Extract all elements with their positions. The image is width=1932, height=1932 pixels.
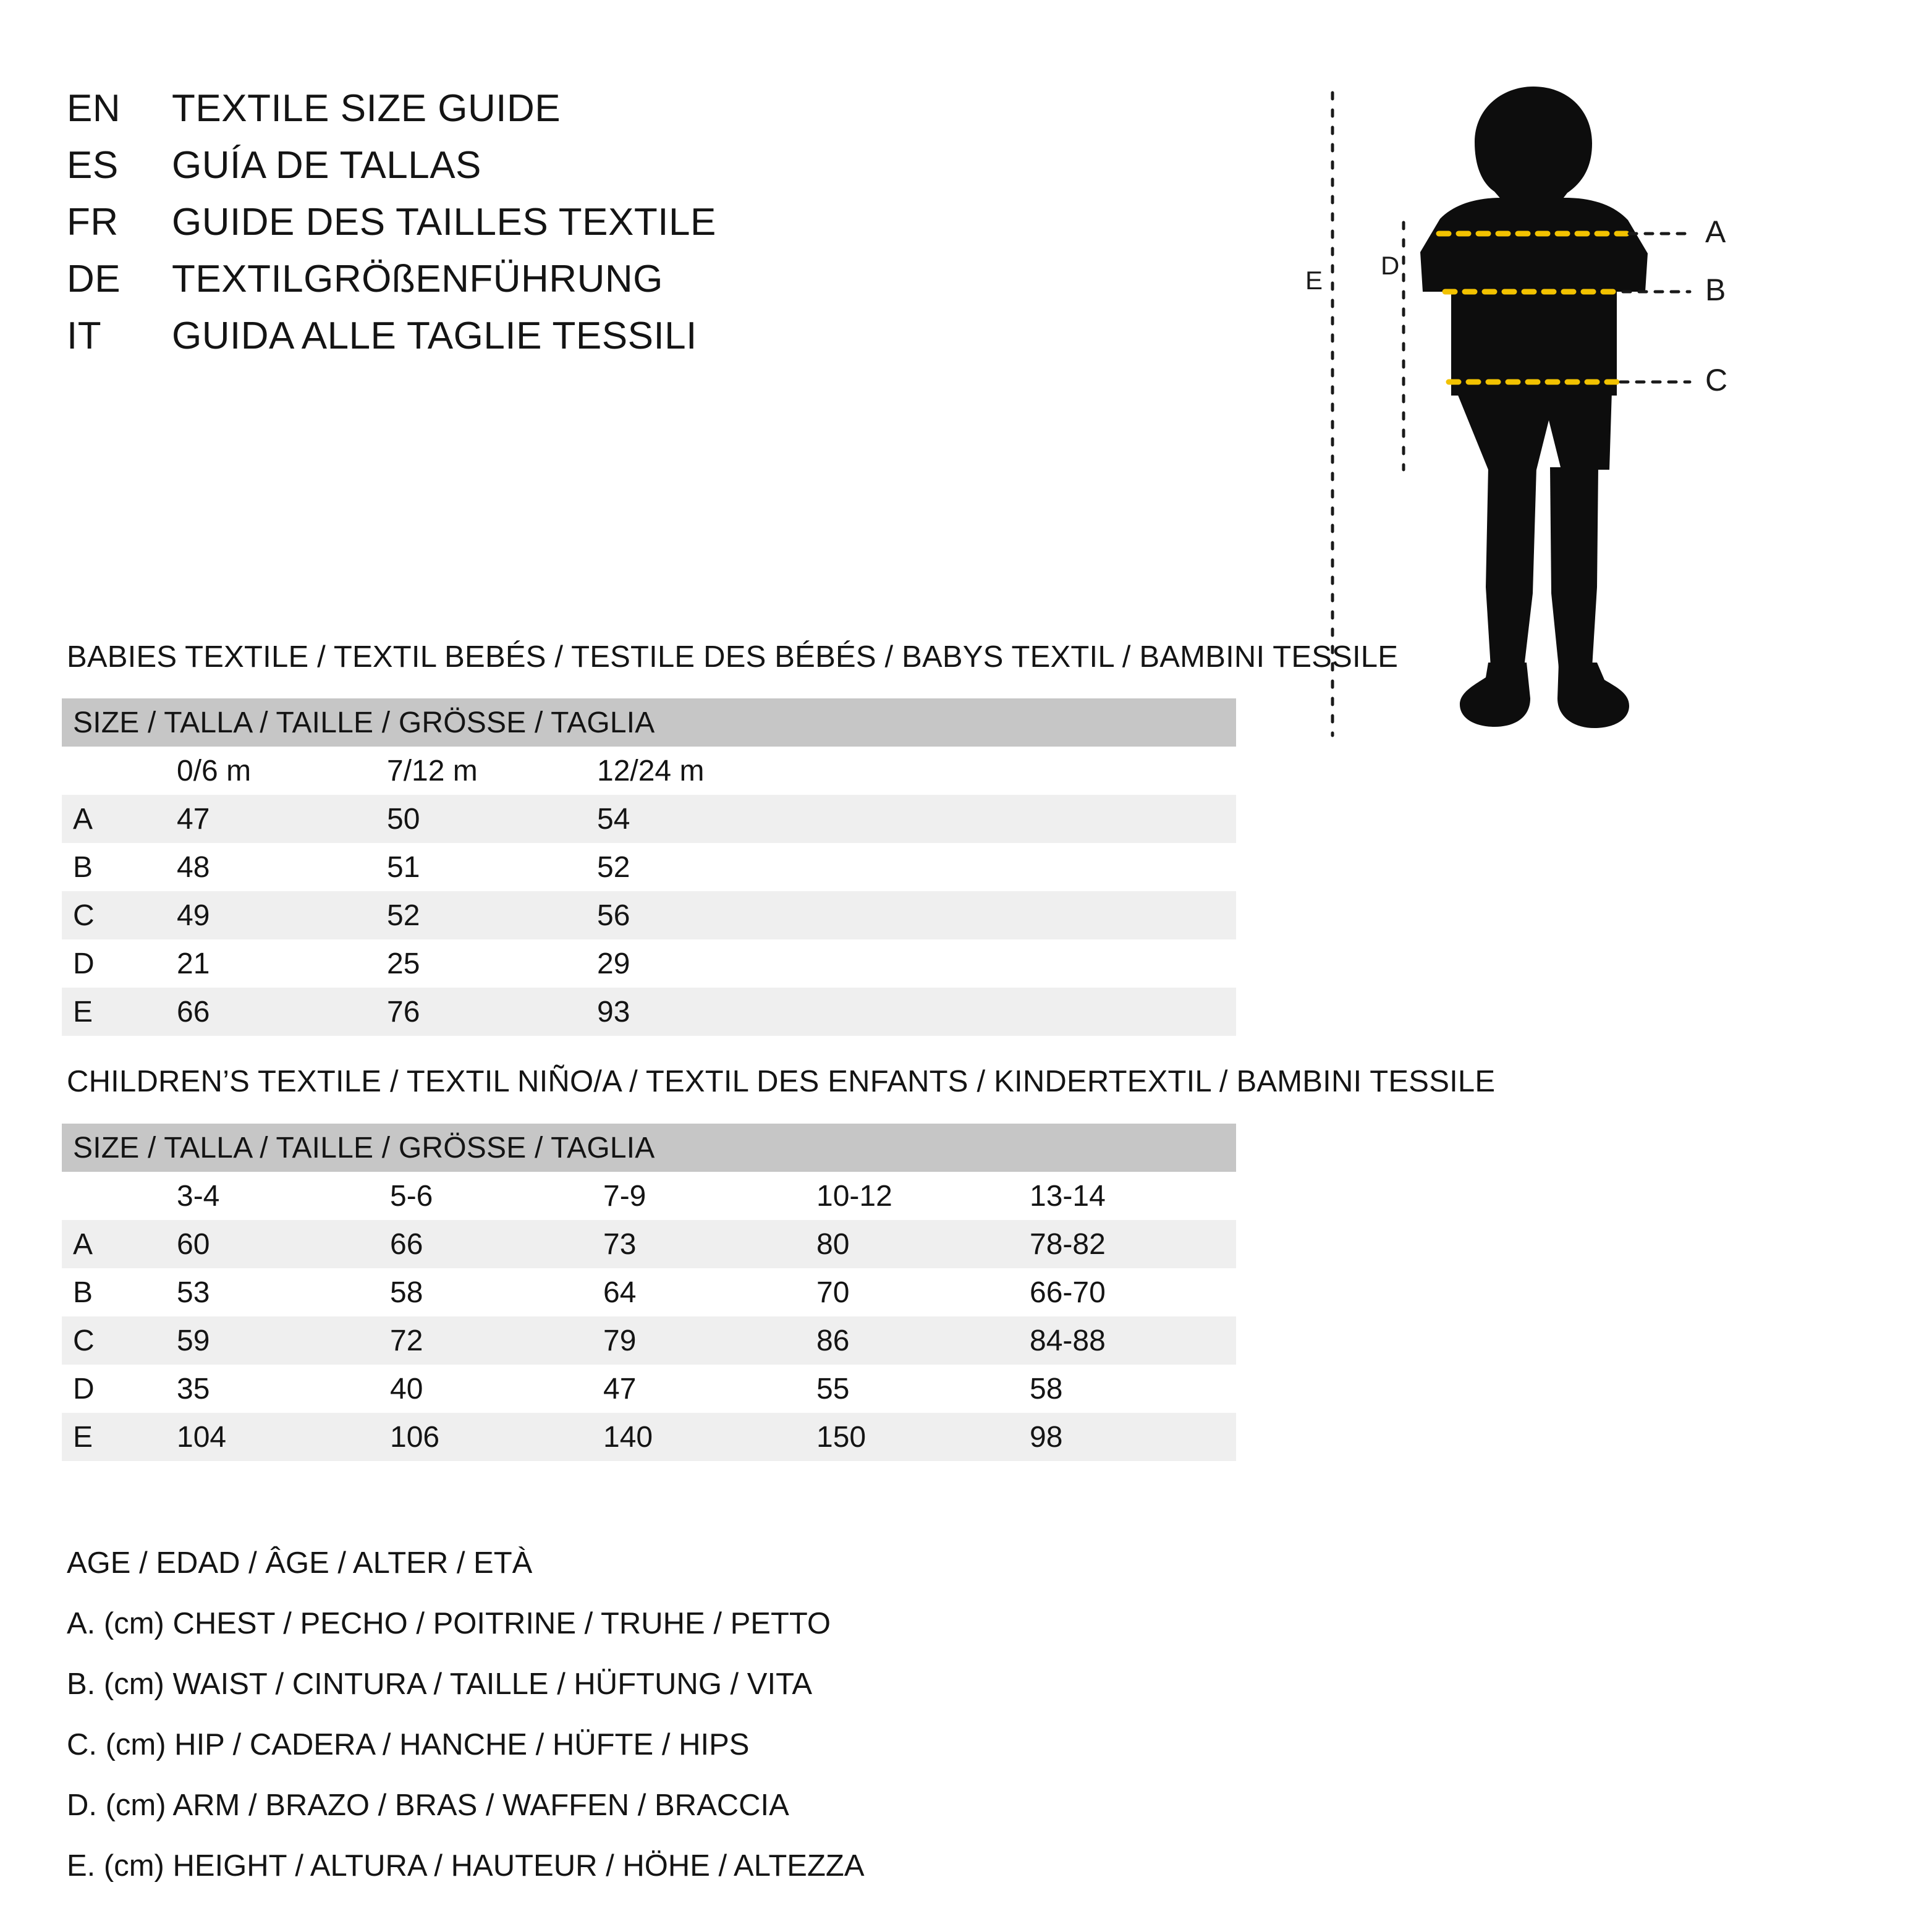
figure-label-b: B xyxy=(1705,273,1726,307)
title-lang-en: EN xyxy=(67,87,121,130)
babies-section-heading: BABIES TEXTILE / TEXTIL BEBÉS / TESTILE DES BÉBÉS / BABYS TEXTIL / BAMBINI TESSILE xyxy=(67,640,1399,674)
children-b-3: 70 xyxy=(816,1268,1030,1316)
children-e-0: 104 xyxy=(177,1413,390,1461)
babies-a-2: 54 xyxy=(597,795,1236,843)
children-corner-cell xyxy=(62,1172,177,1220)
babies-size-2: 12/24 m xyxy=(597,747,1236,795)
children-row-label-e: E xyxy=(62,1413,177,1461)
children-c-3: 86 xyxy=(816,1316,1030,1365)
title-row-es xyxy=(67,143,1241,200)
legend-item-waist: B. (cm) WAIST / CINTURA / TAILLE / HÜFTUNG / VITA xyxy=(67,1667,813,1701)
children-c-1: 72 xyxy=(390,1316,603,1365)
children-size-2: 7-9 xyxy=(603,1172,816,1220)
children-size-table xyxy=(62,1124,1236,1461)
children-d-4: 58 xyxy=(1030,1365,1236,1413)
title-text-en: TEXTILE SIZE GUIDE xyxy=(172,87,561,130)
table-row xyxy=(62,939,1236,988)
figure-label-e: E xyxy=(1305,266,1323,295)
babies-row-label-c: C xyxy=(62,891,177,939)
table-row xyxy=(62,1316,1236,1365)
babies-c-2: 56 xyxy=(597,891,1236,939)
legend-item-age: AGE / EDAD / ÂGE / ALTER / ETÀ xyxy=(67,1546,533,1580)
children-band-label: SIZE / TALLA / TAILLE / GRÖSSE / TAGLIA xyxy=(62,1124,1236,1172)
children-a-0: 60 xyxy=(177,1220,390,1268)
children-e-3: 150 xyxy=(816,1413,1030,1461)
title-text-it: GUIDA ALLE TAGLIE TESSILI xyxy=(172,315,697,357)
table-row xyxy=(62,1413,1236,1461)
title-lang-de: DE xyxy=(67,258,121,300)
children-c-0: 59 xyxy=(177,1316,390,1365)
children-a-3: 80 xyxy=(816,1220,1030,1268)
babies-b-1: 51 xyxy=(387,843,597,891)
legend-item-hip: C. (cm) HIP / CADERA / HANCHE / HÜFTE / HIPS xyxy=(67,1728,750,1761)
children-d-3: 55 xyxy=(816,1365,1030,1413)
table-row xyxy=(62,891,1236,939)
legend-item-height: E. (cm) HEIGHT / ALTURA / HAUTEUR / HÖHE / ALTEZZA xyxy=(67,1849,865,1883)
title-row-de xyxy=(67,257,1241,314)
babies-c-0: 49 xyxy=(177,891,387,939)
children-b-1: 58 xyxy=(390,1268,603,1316)
children-size-0: 3-4 xyxy=(177,1172,390,1220)
children-section-heading: CHILDREN’S TEXTILE / TEXTIL NIÑO/A / TEXTIL DES ENFANTS / KINDERTEXTIL / BAMBINI TESSILE xyxy=(67,1065,1496,1098)
babies-d-2: 29 xyxy=(597,939,1236,988)
babies-e-2: 93 xyxy=(597,988,1236,1036)
children-b-4: 66-70 xyxy=(1030,1268,1236,1316)
babies-a-0: 47 xyxy=(177,795,387,843)
babies-row-label-d: D xyxy=(62,939,177,988)
legend-item-arm: D. (cm) ARM / BRAZO / BRAS / WAFFEN / BRACCIA xyxy=(67,1789,789,1822)
legend-item-chest: A. (cm) CHEST / PECHO / POITRINE / TRUHE / PETTO xyxy=(67,1607,831,1640)
babies-size-table xyxy=(62,698,1236,1036)
children-row-label-a: A xyxy=(62,1220,177,1268)
title-text-fr: GUIDE DES TAILLES TEXTILE xyxy=(172,201,716,244)
children-d-0: 35 xyxy=(177,1365,390,1413)
children-row-label-c: C xyxy=(62,1316,177,1365)
babies-row-label-a: A xyxy=(62,795,177,843)
babies-d-1: 25 xyxy=(387,939,597,988)
babies-b-2: 52 xyxy=(597,843,1236,891)
children-b-0: 53 xyxy=(177,1268,390,1316)
children-size-3: 10-12 xyxy=(816,1172,1030,1220)
babies-d-0: 21 xyxy=(177,939,387,988)
babies-row-label-b: B xyxy=(62,843,177,891)
children-a-1: 66 xyxy=(390,1220,603,1268)
children-e-4: 98 xyxy=(1030,1413,1236,1461)
title-lang-es: ES xyxy=(67,144,119,187)
babies-a-1: 50 xyxy=(387,795,597,843)
table-row xyxy=(62,843,1236,891)
children-a-4: 78-82 xyxy=(1030,1220,1236,1268)
babies-e-1: 76 xyxy=(387,988,597,1036)
title-text-de: TEXTILGRÖßENFÜHRUNG xyxy=(172,258,663,300)
children-b-2: 64 xyxy=(603,1268,816,1316)
title-lang-fr: FR xyxy=(67,201,119,244)
babies-c-1: 52 xyxy=(387,891,597,939)
title-text-es: GUÍA DE TALLAS xyxy=(172,144,481,187)
measurement-legend xyxy=(67,1533,865,1896)
table-row xyxy=(62,1220,1236,1268)
babies-size-0: 0/6 m xyxy=(177,747,387,795)
children-c-2: 79 xyxy=(603,1316,816,1365)
babies-band-label: SIZE / TALLA / TAILLE / GRÖSSE / TAGLIA xyxy=(62,698,1236,747)
figure-label-a: A xyxy=(1705,214,1726,249)
babies-size-1: 7/12 m xyxy=(387,747,597,795)
table-row xyxy=(62,988,1236,1036)
children-e-2: 140 xyxy=(603,1413,816,1461)
table-row xyxy=(62,1268,1236,1316)
children-a-2: 73 xyxy=(603,1220,816,1268)
children-c-4: 84-88 xyxy=(1030,1316,1236,1365)
children-d-2: 47 xyxy=(603,1365,816,1413)
title-row-fr xyxy=(67,200,1241,257)
children-row-label-b: B xyxy=(62,1268,177,1316)
babies-row-label-e: E xyxy=(62,988,177,1036)
children-d-1: 40 xyxy=(390,1365,603,1413)
children-size-1: 5-6 xyxy=(390,1172,603,1220)
children-size-header-row xyxy=(62,1172,1236,1220)
children-e-1: 106 xyxy=(390,1413,603,1461)
babies-e-0: 66 xyxy=(177,988,387,1036)
children-row-label-d: D xyxy=(62,1365,177,1413)
table-row xyxy=(62,795,1236,843)
children-size-4: 13-14 xyxy=(1030,1172,1236,1220)
children-table-band xyxy=(62,1124,1236,1172)
child-silhouette-icon xyxy=(1420,87,1648,728)
title-block xyxy=(67,87,1241,371)
babies-size-header-row xyxy=(62,747,1236,795)
figure-label-c: C xyxy=(1705,363,1728,397)
babies-corner-cell xyxy=(62,747,177,795)
table-row xyxy=(62,1365,1236,1413)
babies-table-band xyxy=(62,698,1236,747)
figure-label-d: D xyxy=(1381,251,1400,280)
title-row-en xyxy=(67,87,1241,143)
babies-b-0: 48 xyxy=(177,843,387,891)
title-lang-it: IT xyxy=(67,315,102,357)
title-row-it xyxy=(67,314,1241,371)
